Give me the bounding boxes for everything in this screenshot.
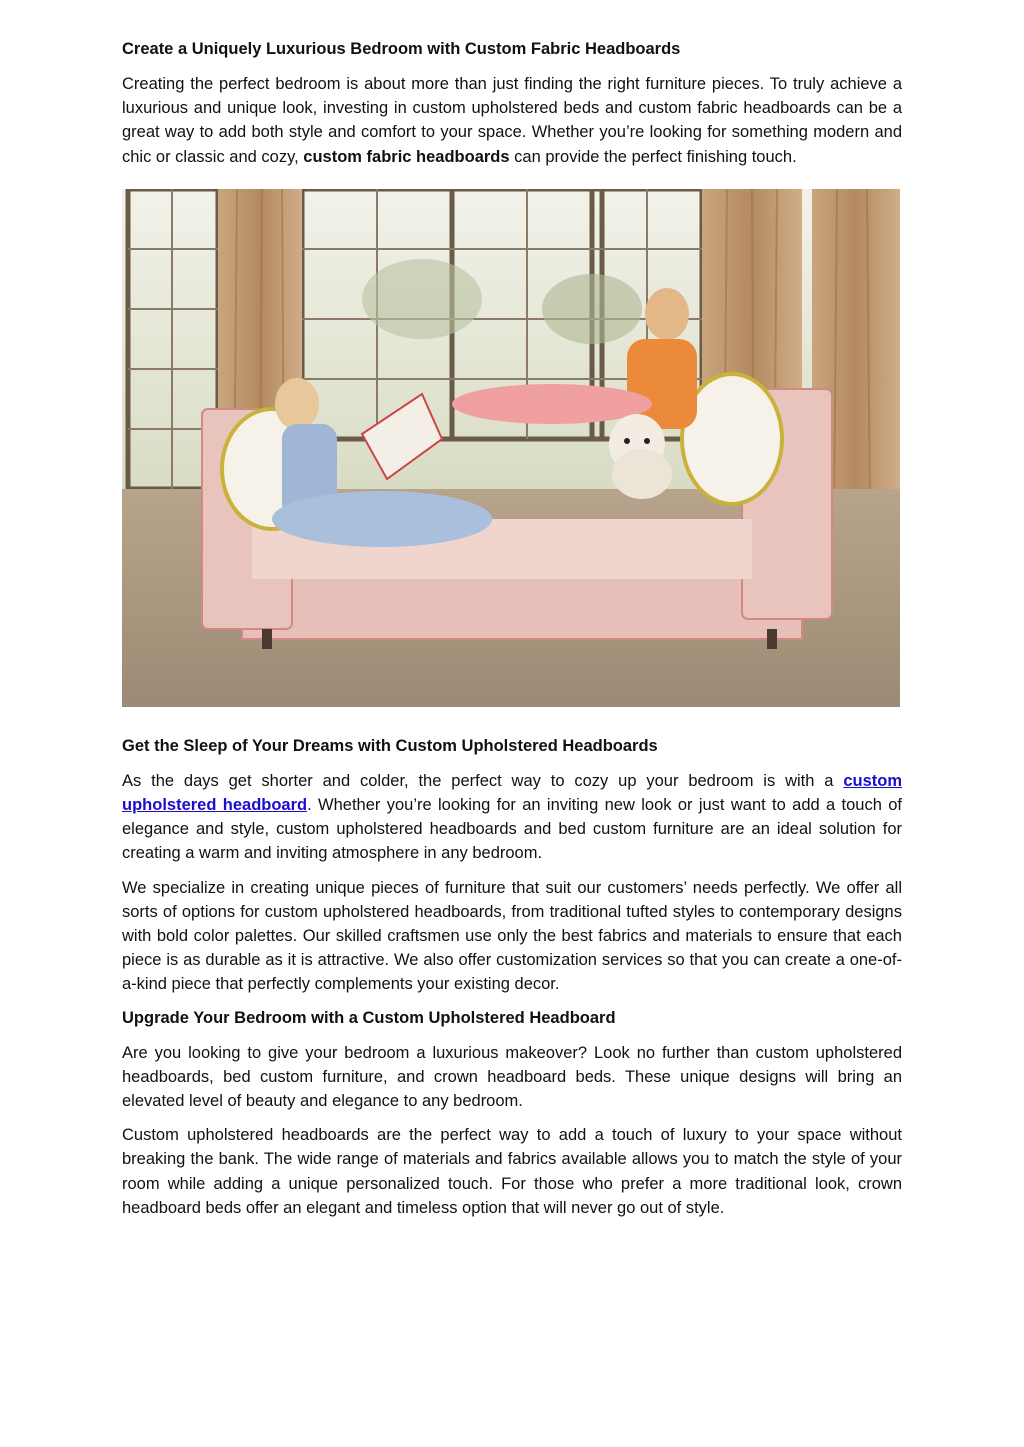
sleep-paragraph-1 xyxy=(122,769,902,866)
upgrade-paragraph-1: Are you looking to give your bedroom a luxurious makeover? Look no further than custom upholstered headboards, bed custom furniture, and crown headboard beds. These unique designs will bring an elevated level of beauty and elegance to any bedroom. xyxy=(122,1043,902,1111)
intro-text-end: can provide the perfect finishing touch. xyxy=(509,147,797,166)
custom-upholstered-headboard-link[interactable]: custom upholstered headboard xyxy=(122,771,902,815)
intro-bold-keyword: custom fabric headboards xyxy=(303,147,510,166)
sleep-paragraph-2: We specialize in creating unique pieces of furniture that suit our customers’ needs perfectly. We offer all sorts of options for custom upholstered headboards, from traditional tufted styles to contemporary designs with bold color palettes. Our skilled craftsmen use only the best fabrics and materials to ensure that each piece is as durable as it is attractive. We also offer customization services so that you can create a one-of-a-kind piece that perfectly complements your existing decor. xyxy=(122,878,902,994)
bedroom-daybed-photo xyxy=(122,189,900,707)
sleep-text: As the days get shorter and colder, the perfect way to cozy up your bedroom is with a xyxy=(122,771,844,790)
intro-paragraph xyxy=(122,72,902,169)
upgrade-paragraph-2: Custom upholstered headboards are the perfect way to add a touch of luxury to your space without breaking the bank. The wide range of materials and fabrics available allows you to match the style of your room while adding a unique personalized touch. For those who prefer a more traditional look, crown headboard beds offer an elegant and timeless option that will never go out of style. xyxy=(122,1126,902,1217)
sleep-text-end: . Whether you’re looking for an inviting new look or just want to add a touch of elegance and style, custom upholstered headboards and bed custom furniture are an ideal solution for creating a warm and inviting atmosphere in any bedroom. xyxy=(122,796,902,863)
section-heading-sleep-dreams: Get the Sleep of Your Dreams with Custom Upholstered Headboards xyxy=(122,736,658,755)
document-page xyxy=(122,38,902,1230)
intro-text: Creating the perfect bedroom is about more than just finding the right furniture pieces. To truly achieve a luxurious and unique look, investing in custom upholstered beds and custom fabric headboards can be a great way to add both style and comfort to your space. Whether you’re looking for something modern and chic or classic and cozy, xyxy=(122,75,902,166)
section-heading-custom-fabric: Create a Uniquely Luxurious Bedroom with Custom Fabric Headboards xyxy=(122,40,681,58)
section-heading-upgrade-bedroom: Upgrade Your Bedroom with a Custom Upholstered Headboard xyxy=(122,1008,616,1027)
